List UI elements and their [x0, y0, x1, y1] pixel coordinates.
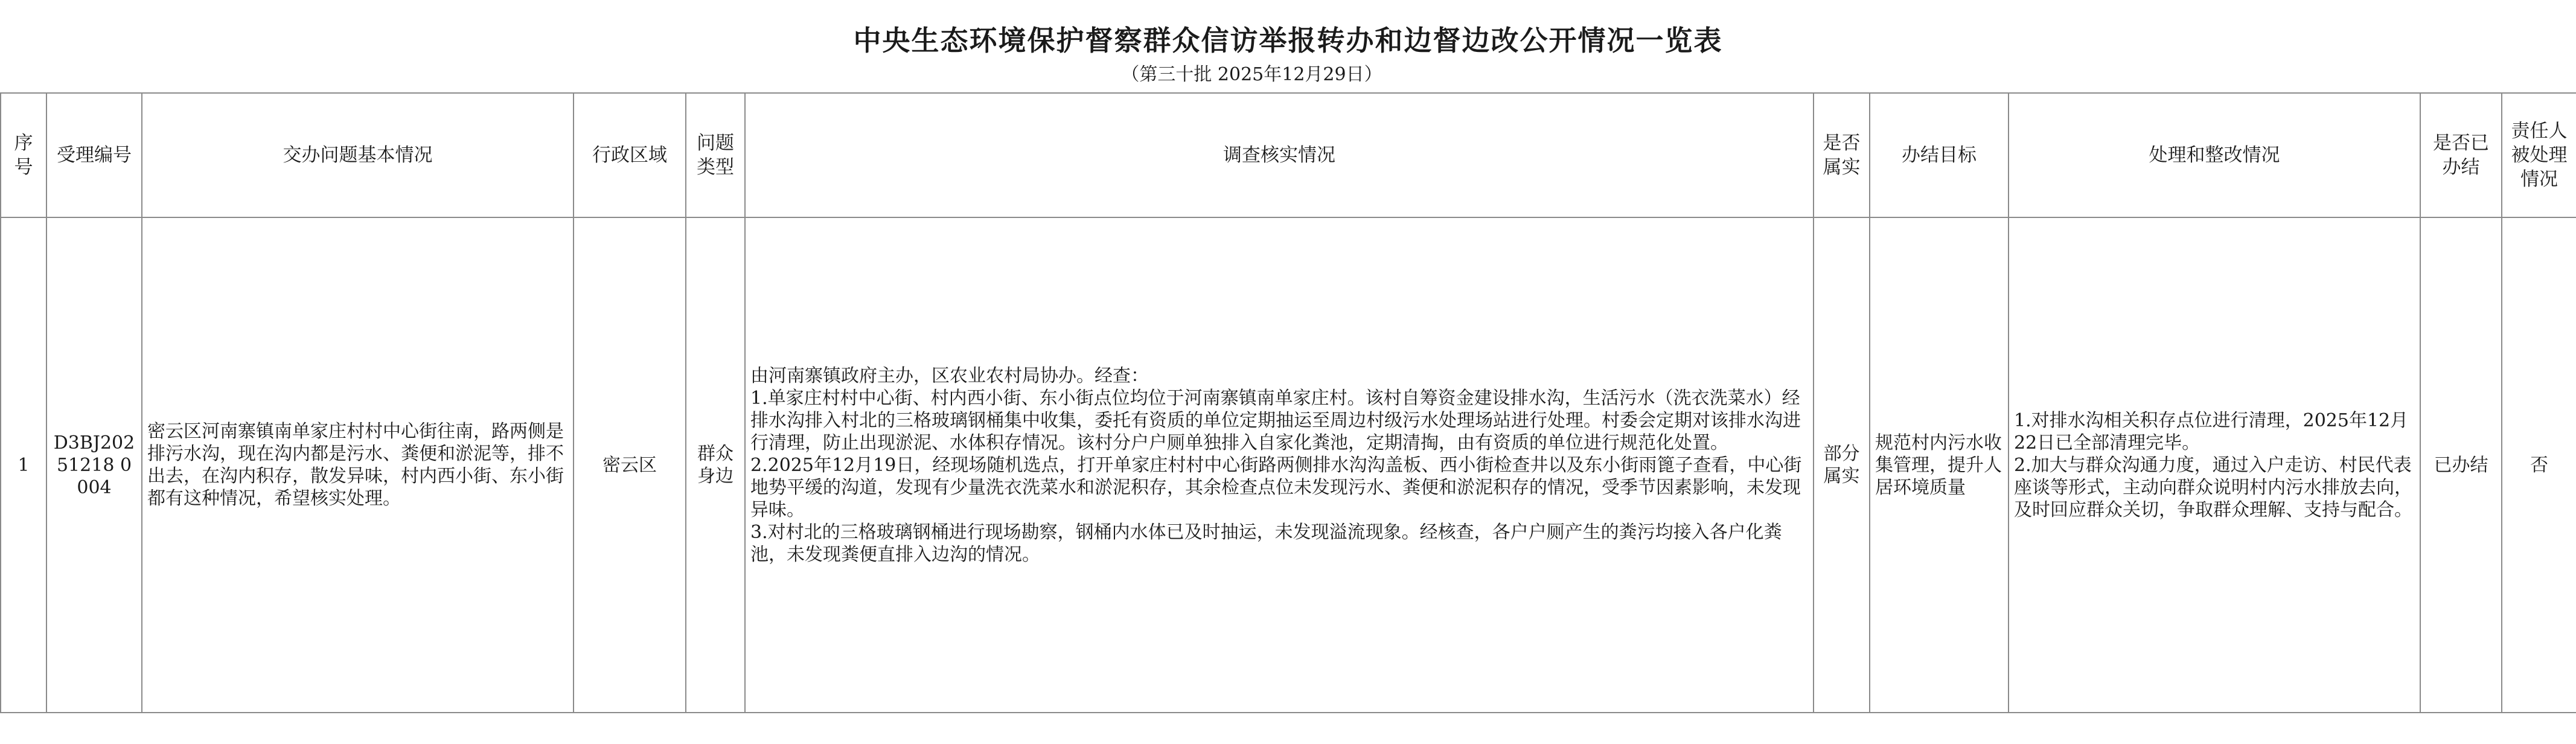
cell-accountability: 否	[2502, 217, 2576, 713]
header-seq: 序号	[1, 93, 46, 217]
header-investigation: 调查核实情况	[745, 93, 1814, 217]
header-goal: 办结目标	[1870, 93, 2009, 217]
header-problem: 交办问题基本情况	[142, 93, 574, 217]
cell-investigation: 由河南寨镇政府主办，区农业农村局协办。经查： 1.单家庄村村中心街、村内西小街、东小街点位均位于河南寨镇南单家庄村。该村自筹资金建设排水沟，生活污水（洗衣洗菜水）经排水沟排入村北的三格玻璃钢桶集中收集，委托有资质的单位定期抽运至周边村级污水处理场站进行处理。村委会定期对该排水沟进行清理，防止出现淤泥、水体积存情况。该村分户户厕单独排入自家化粪池，定期清掏，由有资质的单位进行规范化处置。 2.2025年12月19日，经现场随机选点，打开单家庄村村中心街路两侧排水沟沟盖板、西小街检查井以及东小街雨篦子查看，中心街地势平缓的沟道，发现有少量洗衣洗菜水和淤泥积存，其余检查点位未发现污水、粪便和淤泥积存的情况，受季节因素影响，未发现异味。 3.对村北的三格玻璃钢桶进行现场勘察，钢桶内水体已及时抽运，未发现溢流现象。经核查，各户户厕产生的粪污均接入各户化粪池，未发现粪便直排入边沟的情况。	[745, 217, 1814, 713]
cell-seq: 1	[1, 217, 46, 713]
table-row	[1, 217, 2576, 713]
document-subtitle: （第三十批 2025年12月29日）	[1121, 64, 1382, 85]
header-row	[1, 93, 2576, 217]
cell-closed: 已办结	[2420, 217, 2502, 713]
cell-verified: 部分属实	[1814, 217, 1870, 713]
cell-case-no: D3BJ20251218 0004	[46, 217, 142, 713]
document-title: 中央生态环境保护督察群众信访举报转办和边督边改公开情况一览表	[853, 24, 1723, 57]
header-region: 行政区域	[574, 93, 686, 217]
header-type: 问题类型	[686, 93, 745, 217]
header-rectification: 处理和整改情况	[2009, 93, 2420, 217]
cell-goal: 规范村内污水收集管理，提升人居环境质量	[1870, 217, 2009, 713]
cell-problem: 密云区河南寨镇南单家庄村村中心街往南，路两侧是排污水沟，现在沟内都是污水、粪便和淤泥等，排不出去，在沟内积存，散发异味，村内西小街、东小街都有这种情况，希望核实处理。	[142, 217, 574, 713]
header-accountability: 责任人被处理情况	[2502, 93, 2576, 217]
header-case-no: 受理编号	[46, 93, 142, 217]
cell-region: 密云区	[574, 217, 686, 713]
header-closed: 是否已办结	[2420, 93, 2502, 217]
disclosure-table	[0, 92, 2576, 713]
header-verified: 是否属实	[1814, 93, 1870, 217]
cell-rectification: 1.对排水沟相关积存点位进行清理，2025年12月22日已全部清理完毕。 2.加大与群众沟通力度，通过入户走访、村民代表座谈等形式，主动向群众说明村内污水排放去向，及时回应群众关切，争取群众理解、支持与配合。	[2009, 217, 2420, 713]
cell-type: 群众身边	[686, 217, 745, 713]
